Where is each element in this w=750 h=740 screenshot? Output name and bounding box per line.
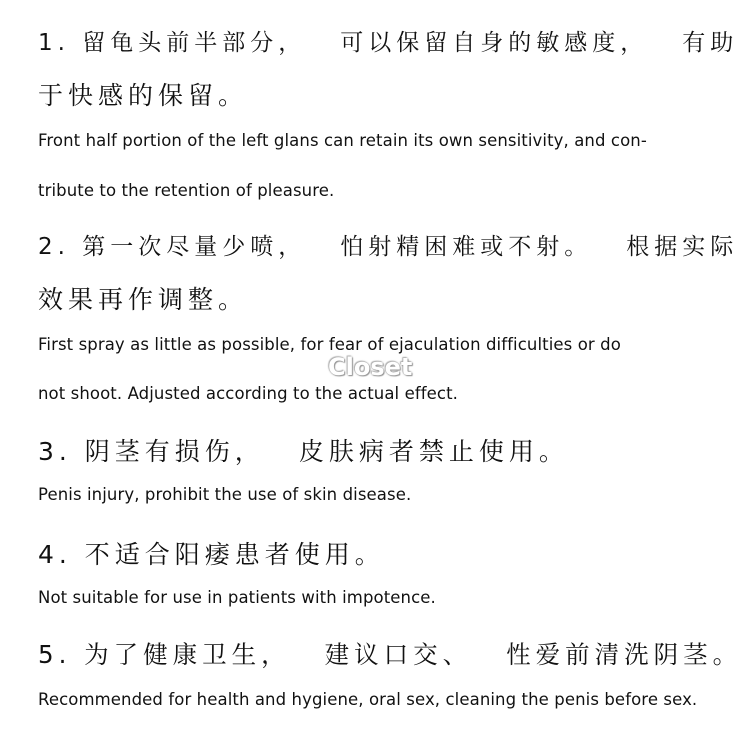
item-1-cn-line-2: 于快感的保留。 [38, 81, 249, 110]
item-2-cn-part-a: 2. 第一次尽量少喷， [38, 234, 307, 260]
item-5-cn-part-a: 5. 为了健康卫生， [38, 640, 291, 669]
item-1-cn-line-1 [38, 24, 738, 57]
item-2-cn-part-c: 根据实际 [626, 234, 739, 260]
item-2-en-line-2: not shoot. Adjusted according to the actual effect. [38, 384, 458, 403]
item-4-en-line-1: Not suitable for use in patients with impotence. [38, 588, 436, 607]
item-5-en-line-1: Recommended for health and hygiene, oral sex, cleaning the penis before sex. [38, 690, 698, 709]
item-5-cn-line-1 [38, 636, 742, 671]
item-2-cn-line-1 [38, 228, 738, 261]
item-3-cn-line-1 [38, 432, 569, 468]
item-1-cn-part-c: 有助 [682, 30, 739, 56]
watermark-logo: Closet [328, 353, 413, 381]
item-1-cn-part-a: 1. 留龟头前半部分， [38, 30, 307, 56]
item-5-cn-part-c: 性爱前清洗阴茎。 [506, 640, 743, 669]
item-1-en-line-1: Front half portion of the left glans can retain its own sensitivity, and con- [38, 131, 647, 150]
item-5-cn-part-b: 建议口交、 [324, 640, 473, 669]
item-2-cn-part-b: 怕射精困难或不射。 [340, 234, 593, 260]
item-3-en-line-1: Penis injury, prohibit the use of skin disease. [38, 485, 412, 504]
item-2-cn-line-2: 效果再作调整。 [38, 285, 249, 314]
item-4-cn-line-1: 4. 不适合阳痿患者使用。 [38, 540, 385, 569]
item-3-cn-part-b: 皮肤病者禁止使用。 [298, 437, 569, 466]
item-1-en-line-2: tribute to the retention of pleasure. [38, 181, 335, 200]
item-1-cn-part-b: 可以保留自身的敏感度， [340, 30, 649, 56]
item-2-en-line-1: First spray as little as possible, for fear of ejaculation difficulties or do [38, 335, 621, 354]
item-3-cn-part-a: 3. 阴茎有损伤， [38, 437, 265, 466]
